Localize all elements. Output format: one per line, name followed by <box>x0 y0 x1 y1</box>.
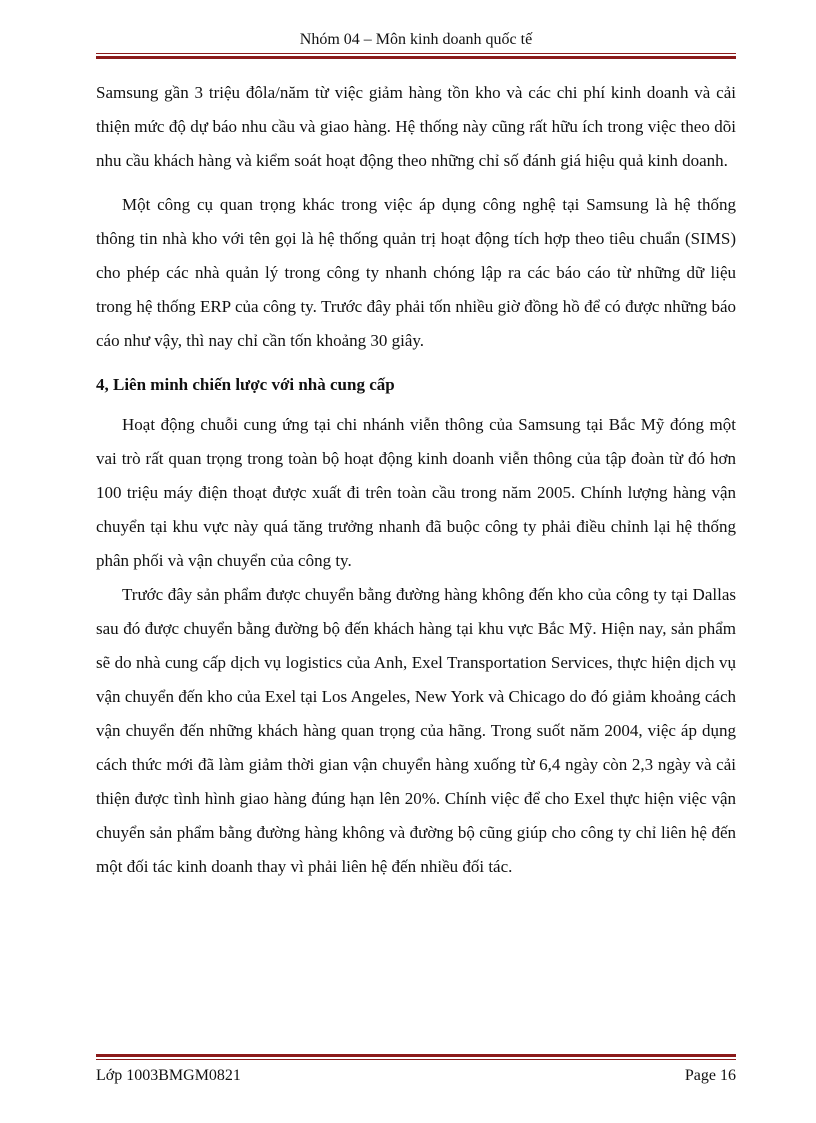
footer-page-number: Page 16 <box>684 1067 736 1084</box>
page-footer <box>96 1066 736 1086</box>
header-rule-thin <box>96 53 736 54</box>
header-rule-thick <box>96 56 736 59</box>
paragraph-3: Hoạt động chuỗi cung ứng tại chi nhánh viễn thông của Samsung tại Bắc Mỹ đóng một vai trò rất quan trọng trong toàn bộ hoạt động kinh doanh viễn thông của tập đoàn từ đó hơn 100 triệu máy điện thoạt được xuất đi trên toàn cầu trong năm 2005. Chính lượng hàng vận chuyển tại khu vực này quá tăng trưởng nhanh đã buộc công ty phải điều chỉnh lại hệ thống phân phối và vận chuyển của công ty. <box>96 415 736 570</box>
paragraph-1: Samsung gần 3 triệu đôla/năm từ việc giảm hàng tồn kho và các chi phí kinh doanh và cải thiện mức độ dự báo nhu cầu và giao hàng. Hệ thống này cũng rất hữu ích trong việc theo dõi nhu cầu khách hàng và kiểm soát hoạt động theo những chỉ số đánh giá hiệu quả kinh doanh. <box>96 83 736 170</box>
page-body <box>96 76 736 884</box>
footer-rule-thin <box>96 1059 736 1060</box>
section-heading: 4, Liên minh chiến lược với nhà cung cấp <box>96 375 395 394</box>
page-header-title: Nhóm 04 – Môn kinh doanh quốc tế <box>299 31 533 48</box>
paragraph-2: Một công cụ quan trọng khác trong việc áp dụng công nghệ tại Samsung là hệ thống thông tin nhà kho với tên gọi là hệ thống quản trị hoạt động tích hợp theo tiêu chuẩn (SIMS) cho phép các nhà quản lý trong công ty nhanh chóng lập ra các báo cáo từ những dữ liệu trong hệ thống ERP của công ty. Trước đây phải tốn nhiều giờ đồng hồ để có được những báo cáo như vậy, thì nay chỉ cần tốn khoảng 30 giây. <box>96 195 736 350</box>
footer-rule-thick <box>96 1054 736 1057</box>
paragraph-4: Trước đây sản phẩm được chuyển bằng đường hàng không đến kho của công ty tại Dallas sau đó được chuyển bằng đường bộ đến khách hàng tại khu vực Bắc Mỹ. Hiện nay, sản phẩm sẽ do nhà cung cấp dịch vụ logistics của Anh, Exel Transportation Services, thực hiện dịch vụ vận chuyển đến kho của Exel tại Los Angeles, New York và Chicago do đó giảm khoảng cách vận chuyển đến những khách hàng quan trọng của hãng. Trong suốt năm 2004, việc áp dụng cách thức mới đã làm giảm thời gian vận chuyển hàng xuống từ 6,4 ngày còn 2,3 ngày và cải thiện được tình hình giao hàng đúng hạn lên 20%. Chính việc để cho Exel thực hiện việc vận chuyển sản phẩm bằng đường hàng không và đường bộ cũng giúp cho công ty chỉ liên hệ đến một đối tác kinh doanh thay vì phải liên hệ đến nhiều đối tác. <box>96 585 736 876</box>
footer-class-label: Lớp 1003BMGM0821 <box>96 1067 241 1084</box>
